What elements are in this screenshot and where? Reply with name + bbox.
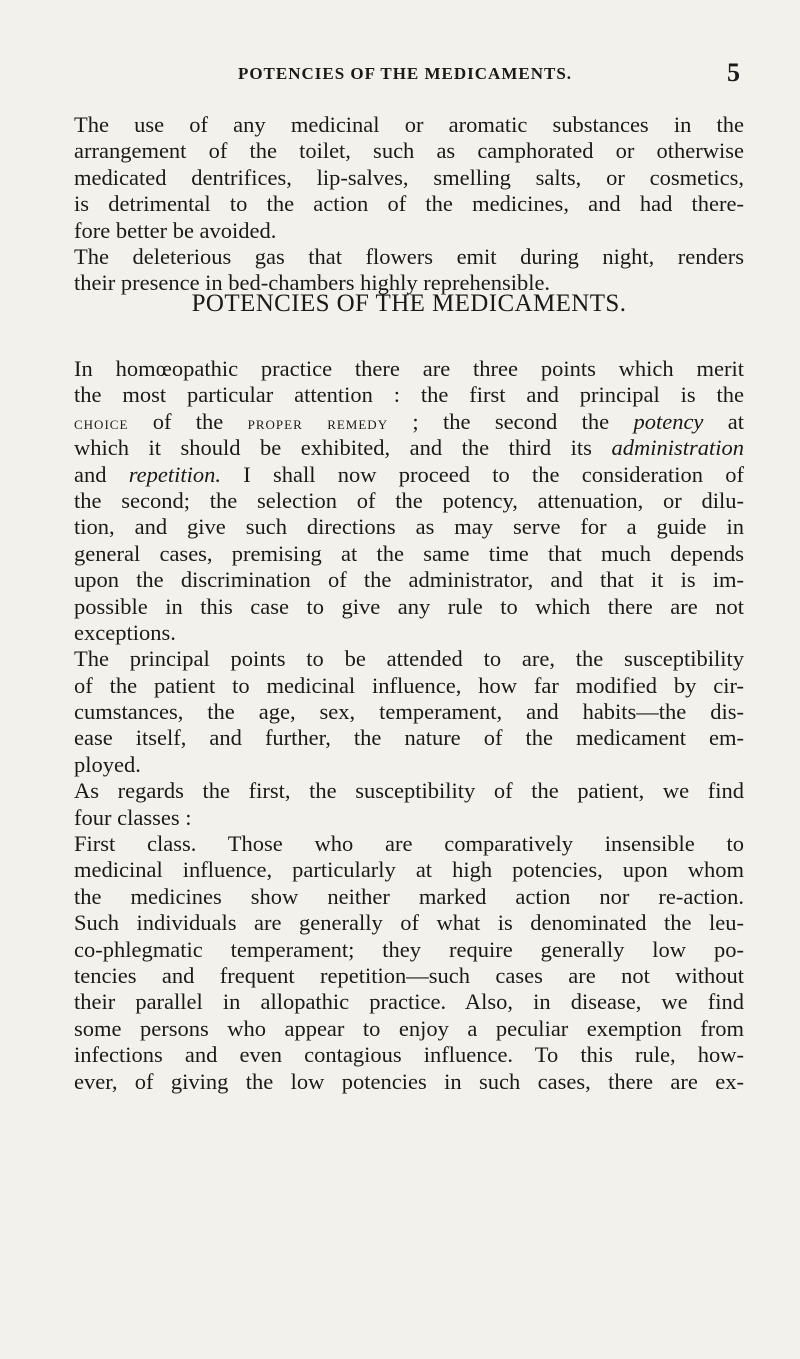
text-line: medicated dentrifices, lip-salves, smelling salts, or cosmetics,: [74, 164, 744, 190]
text-line: possible in this case to give any rule to which there are not: [74, 593, 744, 619]
text-line: the most particular attention : the first and principal is the: [74, 382, 744, 408]
text-line: The use of any medicinal or aromatic substances in the: [74, 112, 744, 137]
text-line: In homœopathic practice there are three points which merit: [74, 356, 744, 381]
text-line: the second; the selection of the potency, attenuation, or dilu-: [74, 487, 744, 513]
running-head: [70, 60, 740, 90]
text-fragment: I shall now proceed to the consideration of: [221, 461, 744, 487]
text-line: First class. Those who are comparatively insensible to: [74, 831, 744, 857]
page-number: 5: [727, 58, 740, 87]
text-line: [74, 435, 744, 461]
text-line: their parallel in allopathic practice. Also, in disease, we find: [74, 989, 744, 1015]
text-fragment: which it should be exhibited, and the third its: [74, 435, 612, 461]
text-line: of the patient to medicinal influence, how far modified by cir-: [74, 672, 744, 698]
text-line: ployed.: [74, 751, 141, 777]
running-title: POTENCIES OF THE MEDICAMENTS.: [237, 64, 573, 83]
text-line: tencies and frequent repetition—such cases are not without: [74, 962, 744, 988]
section-heading: POTENCIES OF THE MEDICAMENTS.: [191, 290, 627, 317]
text-line: The deleterious gas that flowers emit during night, renders: [74, 243, 744, 269]
text-fragment: and: [74, 461, 129, 487]
text-line: fore better be avoided.: [74, 217, 277, 243]
text-line: their presence in bed-chambers highly reprehensible.: [74, 270, 551, 296]
text-line: general cases, premising at the same time that much depends: [74, 540, 744, 566]
text-line: exceptions.: [74, 619, 176, 645]
italic-potency: potency: [633, 408, 704, 434]
text-fragment: at: [703, 408, 744, 434]
text-line: some persons who appear to enjoy a peculiar exemption from: [74, 1015, 744, 1041]
text-line: the medicines show neither marked action nor re-action.: [74, 883, 744, 909]
intro-paragraphs: [74, 112, 744, 297]
text-line: four classes :: [74, 804, 192, 830]
text-line: is detrimental to the action of the medicines, and had there-: [74, 191, 744, 217]
text-line: co-phlegmatic temperament; they require generally low po-: [74, 936, 744, 962]
text-line: [74, 462, 744, 488]
text-line: The principal points to be attended to are, the susceptibility: [74, 646, 744, 672]
text-line: ever, of giving the low potencies in such cases, there are ex-: [74, 1068, 744, 1094]
italic-administration: administration: [611, 435, 744, 461]
text-line: As regards the first, the susceptibility of the patient, we find: [74, 778, 744, 804]
text-fragment: ; the second the: [388, 408, 634, 434]
body-paragraphs: [74, 356, 744, 1095]
text-line: medicinal influence, particularly at high potencies, upon whom: [74, 857, 744, 883]
text-fragment: of the: [128, 408, 248, 434]
text-line: arrangement of the toilet, such as camphorated or otherwise: [74, 138, 744, 164]
text-line: infections and even contagious influence. To this rule, how-: [74, 1042, 744, 1068]
italic-repetition: repetition.: [128, 461, 222, 487]
small-caps-proper-remedy: proper remedy: [247, 412, 389, 434]
text-line: cumstances, the age, sex, temperament, and habits—the dis-: [74, 699, 744, 725]
text-line: Such individuals are generally of what is denominated the leu-: [74, 910, 744, 936]
text-line: tion, and give such directions as may serve for a guide in: [74, 514, 744, 540]
text-line: ease itself, and further, the nature of the medicament em-: [74, 725, 744, 751]
text-line: upon the discrimination of the administrator, and that it is im-: [74, 567, 744, 593]
text-line: [74, 409, 744, 435]
small-caps-choice: choice: [74, 412, 129, 434]
